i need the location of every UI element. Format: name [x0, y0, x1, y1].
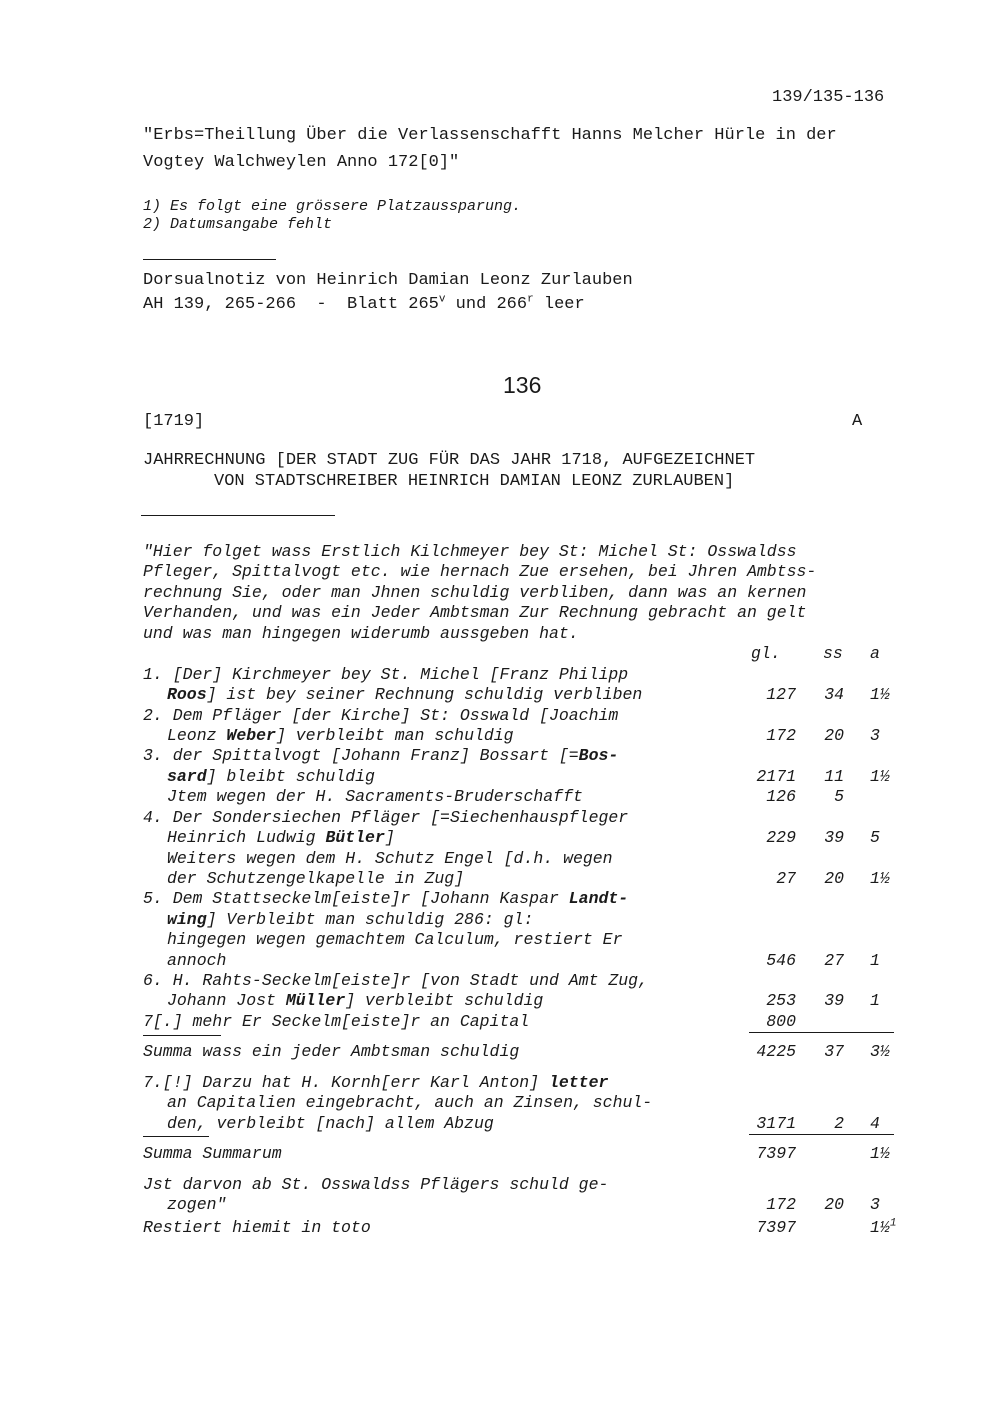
amount-gl: 172	[766, 1195, 796, 1214]
amount-ss: 37	[824, 1042, 844, 1061]
intro-line: rechnung Sie, oder man Jhnen schuldig verbliben, dann was an kernen	[143, 583, 807, 602]
amount-ss: 20	[824, 726, 844, 745]
column-header-a: a	[870, 644, 880, 663]
prev-title-line1: "Erbs=Theillung Über die Verlassenschafft Hanns Melcher Hürle in der	[143, 126, 837, 145]
amount-a: 3½	[870, 1042, 890, 1061]
amount-ss: 20	[824, 1195, 844, 1214]
amount-ss: 39	[824, 991, 844, 1010]
amount-gl: 7397	[756, 1144, 796, 1163]
ledger-text: der Schutzengelkapelle in Zug]	[167, 869, 465, 888]
amount-ss: 11	[824, 767, 844, 786]
amount-a: 1½	[870, 1144, 890, 1163]
intro-line: Verhanden, und was ein Jeder Ambtsman Zur Rechnung gebracht an gelt	[143, 603, 807, 622]
amount-a: 1	[870, 951, 880, 970]
divider	[143, 259, 276, 260]
amount-gl: 229	[766, 828, 796, 847]
amount-ss: 34	[824, 685, 844, 704]
amount-a: 4	[870, 1114, 880, 1133]
amount-gl: 27	[776, 869, 796, 888]
amount-a: 3	[870, 1195, 880, 1214]
intro-line: Pfleger, Spittalvogt etc. wie hernach Zue ersehen, bei Jhren Ambtss-	[143, 562, 817, 581]
ledger-text: Roos] ist bey seiner Rechnung schuldig verbliben	[167, 685, 643, 704]
ledger-text: 6. H. Rahts-Seckelm[eiste]r [von Stadt und Amt Zug,	[143, 971, 648, 990]
sum-rule	[749, 1134, 894, 1135]
source-reference: AH 139, 265-266 - Blatt 265$^v$ und 266$^r$ leer	[143, 293, 585, 314]
sum-rule-left	[143, 1136, 209, 1137]
ledger-text: Heinrich Ludwig Bütler]	[167, 828, 395, 847]
amount-gl: 800	[766, 1012, 796, 1031]
footnote-marker: 1	[889, 1217, 897, 1230]
amount-a: 1½	[870, 869, 890, 888]
entry-heading-line2: VON STADTSCHREIBER HEINRICH DAMIAN LEONZ ZURLAUBEN]	[214, 472, 735, 491]
page-reference: 139/135-136	[772, 88, 885, 107]
amount-gl: 3171	[756, 1114, 796, 1133]
amount-a: 1	[870, 991, 880, 1010]
amount-gl: 127	[766, 685, 796, 704]
sum-rule-left	[143, 1035, 221, 1036]
ledger-text: 5. Dem Stattseckelm[eiste]r [Johann Kaspar Landt-	[143, 889, 629, 908]
amount-gl: 172	[766, 726, 796, 745]
amount-gl: 7397	[756, 1218, 796, 1237]
entry-date: [1719]	[143, 412, 205, 431]
ledger-text: an Capitalien eingebracht, auch an Zinsen, schul-	[167, 1093, 653, 1112]
amount-a: 1½	[870, 767, 890, 786]
ledger-text: sard] bleibt schuldig	[167, 767, 375, 786]
amount-ss: 20	[824, 869, 844, 888]
ledger-text: Weiters wegen dem H. Schutz Engel [d.h. wegen	[167, 849, 613, 868]
entry-heading-line1: JAHRRECHNUNG [DER STADT ZUG FÜR DAS JAHR 1718, AUFGEZEICHNET	[143, 451, 756, 470]
dorsal-note: Dorsualnotiz von Heinrich Damian Leonz Zurlauben	[143, 271, 633, 290]
ledger-text: 3. der Spittalvogt [Johann Franz] Bossart [=Bos-	[143, 746, 619, 765]
ledger-text: 2. Dem Pfläger [der Kirche] St: Osswald [Joachim	[143, 706, 619, 725]
amount-gl: 2171	[756, 767, 796, 786]
ledger-text: wing] Verbleibt man schuldig 286: gl:	[167, 910, 534, 929]
amount-gl: 546	[766, 951, 796, 970]
intro-line: "Hier folget wass Erstlich Kilchmeyer bey St: Michel St: Osswaldss	[143, 542, 797, 561]
amount-gl: 4225	[756, 1042, 796, 1061]
ledger-text: Leonz Weber] verbleibt man schuldig	[167, 726, 514, 745]
total-label: Summa Summarum	[143, 1144, 282, 1163]
column-header-ss: ss	[823, 644, 843, 663]
amount-ss: 39	[824, 828, 844, 847]
ledger-text: hingegen wegen gemachtem Calculum, restiert Er	[167, 930, 623, 949]
ledger-text: 7[.] mehr Er Seckelm[eiste]r an Capital	[143, 1012, 530, 1031]
ledger-text: Jst darvon ab St. Osswaldss Pflägers schuld ge-	[143, 1175, 609, 1194]
sum-rule	[749, 1032, 894, 1033]
amount-gl: 126	[766, 787, 796, 806]
amount-gl: 253	[766, 991, 796, 1010]
amount-a: 1½$^1$	[870, 1217, 897, 1237]
ledger-text: Jtem wegen der H. Sacraments-Bruderschafft	[167, 787, 583, 806]
ledger-text: den, verbleibt [nach] allem Abzug	[167, 1114, 494, 1133]
intro-line: und was man hingegen widerumb aussgeben hat.	[143, 624, 579, 643]
amount-ss: 5	[834, 787, 844, 806]
subtotal-label: Summa wass ein jeder Ambtsman schuldig	[143, 1042, 520, 1061]
ledger-text: 7.[!] Darzu hat H. Kornh[err Karl Anton] letter	[143, 1073, 609, 1092]
amount-a: 1½	[870, 685, 890, 704]
prev-footnote-1: 1) Es folgt eine grössere Platzaussparung.	[143, 198, 522, 215]
ledger-text: 1. [Der] Kirchmeyer bey St. Michel [Franz Philipp	[143, 665, 629, 684]
amount-a: 3	[870, 726, 880, 745]
amount-ss: 2	[834, 1114, 844, 1133]
amount-a: 5	[870, 828, 880, 847]
column-header-gl: gl.	[751, 644, 781, 663]
ledger-text: Johann Jost Müller] verbleibt schuldig	[167, 991, 544, 1010]
prev-title-line2: Vogtey Walchweylen Anno 172[0]"	[143, 153, 460, 172]
ledger-text: 4. Der Sondersiechen Pfläger [=Siechenhauspfleger	[143, 808, 629, 827]
amount-ss: 27	[824, 951, 844, 970]
prev-footnote-2: 2) Datumsangabe fehlt	[143, 216, 333, 233]
final-label: Restiert hiemit in toto	[143, 1218, 371, 1237]
ledger-text: annoch	[167, 951, 227, 970]
divider	[141, 515, 335, 516]
entry-letter: A	[852, 412, 863, 431]
ledger-text: zogen"	[167, 1195, 227, 1214]
entry-number: 136	[503, 372, 542, 398]
